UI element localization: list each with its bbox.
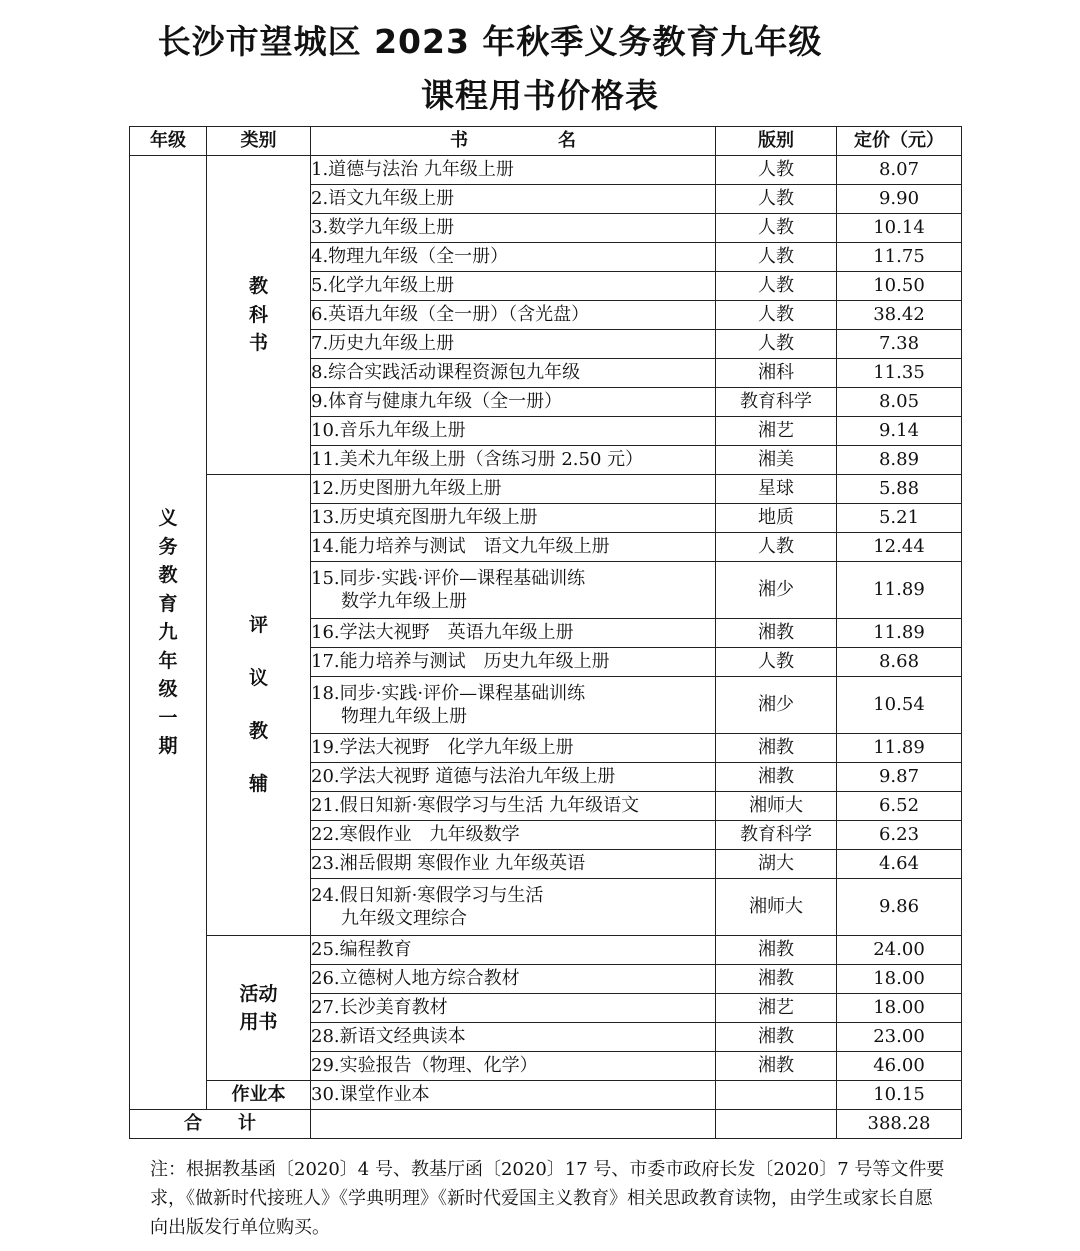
price: 4.64 [837, 850, 962, 879]
edition: 地质 [716, 504, 837, 533]
price: 11.35 [837, 359, 962, 388]
book-name-line1: 18.同步·实践·评价—课程基础训练 [311, 682, 586, 704]
book-name: 16.学法大视野 英语九年级上册 [311, 619, 716, 648]
header-edition: 版别 [716, 127, 837, 156]
price: 6.52 [837, 792, 962, 821]
book-name [311, 562, 716, 619]
edition: 星球 [716, 475, 837, 504]
price: 9.86 [837, 879, 962, 936]
category-review-label: 评议教辅 [248, 613, 268, 796]
book-name: 7.历史九年级上册 [311, 330, 716, 359]
price: 46.00 [837, 1052, 962, 1081]
book-name: 25.编程教育 [311, 936, 716, 965]
header-price: 定价（元） [837, 127, 962, 156]
price: 9.90 [837, 185, 962, 214]
price: 24.00 [837, 936, 962, 965]
edition: 湘师大 [716, 792, 837, 821]
price: 11.75 [837, 243, 962, 272]
book-name: 6.英语九年级（全一册）（含光盘） [311, 301, 716, 330]
book-name-line2: 九年级文理综合 [341, 908, 467, 929]
book-name: 5.化学九年级上册 [311, 272, 716, 301]
edition: 湘教 [716, 936, 837, 965]
edition: 湘艺 [716, 417, 837, 446]
header-book-name: 书 名 [311, 127, 716, 156]
price: 18.00 [837, 965, 962, 994]
edition: 教育科学 [716, 821, 837, 850]
edition: 人教 [716, 156, 837, 185]
header-category: 类别 [207, 127, 311, 156]
edition: 湘美 [716, 446, 837, 475]
price: 7.38 [837, 330, 962, 359]
book-name: 10.音乐九年级上册 [311, 417, 716, 446]
price: 10.50 [837, 272, 962, 301]
book-name: 19.学法大视野 化学九年级上册 [311, 734, 716, 763]
price: 23.00 [837, 1023, 962, 1052]
price: 10.14 [837, 214, 962, 243]
book-name: 3.数学九年级上册 [311, 214, 716, 243]
book-name [311, 879, 716, 936]
book-name: 26.立德树人地方综合教材 [311, 965, 716, 994]
total-value: 388.28 [837, 1110, 962, 1139]
total-row [130, 1110, 962, 1139]
price: 11.89 [837, 562, 962, 619]
edition: 人教 [716, 533, 837, 562]
book-name: 4.物理九年级（全一册） [311, 243, 716, 272]
price: 9.14 [837, 417, 962, 446]
edition: 湘教 [716, 734, 837, 763]
edition [716, 1081, 837, 1110]
price: 38.42 [837, 301, 962, 330]
edition: 湘教 [716, 763, 837, 792]
edition: 湘教 [716, 619, 837, 648]
book-name: 27.长沙美育教材 [311, 994, 716, 1023]
price: 10.54 [837, 677, 962, 734]
price-table [129, 126, 962, 1139]
book-name: 23.湘岳假期 寒假作业 九年级英语 [311, 850, 716, 879]
price: 12.44 [837, 533, 962, 562]
edition: 湘艺 [716, 994, 837, 1023]
book-name: 20.学法大视野 道德与法治九年级上册 [311, 763, 716, 792]
edition: 湘科 [716, 359, 837, 388]
edition: 人教 [716, 185, 837, 214]
edition: 湘教 [716, 965, 837, 994]
table-row [130, 475, 962, 504]
book-name-line2: 数学九年级上册 [341, 591, 467, 612]
price: 18.00 [837, 994, 962, 1023]
book-name: 9.体育与健康九年级（全一册） [311, 388, 716, 417]
footnote: 注：根据教基函〔2020〕4 号、教基厅函〔2020〕17 号、市委市政府长发〔2020〕7 号等文件要求，《做新时代接班人》《学典明理》《新时代爱国主义教育》相关思政教育读物，由学生或家长自愿向出版发行单位购买。 [150, 1159, 945, 1238]
book-name: 2.语文九年级上册 [311, 185, 716, 214]
price: 11.89 [837, 619, 962, 648]
price: 8.89 [837, 446, 962, 475]
book-name: 12.历史图册九年级上册 [311, 475, 716, 504]
edition: 人教 [716, 214, 837, 243]
page-subtitle: 课程用书价格表 [421, 76, 659, 115]
category-textbook [207, 156, 311, 475]
price: 10.15 [837, 1081, 962, 1110]
book-name: 29.实验报告（物理、化学） [311, 1052, 716, 1081]
page-title: 长沙市望城区 2023 年秋季义务教育九年级 [157, 22, 823, 61]
book-name: 13.历史填充图册九年级上册 [311, 504, 716, 533]
edition: 人教 [716, 648, 837, 677]
price: 6.23 [837, 821, 962, 850]
edition: 人教 [716, 330, 837, 359]
category-review [207, 475, 311, 936]
book-name: 22.寒假作业 九年级数学 [311, 821, 716, 850]
category-homework: 作业本 [207, 1081, 311, 1110]
table-row [130, 156, 962, 185]
category-activity-label: 活动用书 [239, 982, 278, 1033]
price: 9.87 [837, 763, 962, 792]
total-empty [716, 1110, 837, 1139]
category-activity [207, 936, 311, 1081]
edition: 湘师大 [716, 879, 837, 936]
price: 8.05 [837, 388, 962, 417]
table-row [130, 936, 962, 965]
edition: 教育科学 [716, 388, 837, 417]
table-row [130, 1081, 962, 1110]
edition: 人教 [716, 243, 837, 272]
grade-label: 义务教育九年级一期 [158, 507, 178, 758]
book-name-line2: 物理九年级上册 [341, 706, 467, 727]
edition: 湘少 [716, 562, 837, 619]
price: 8.68 [837, 648, 962, 677]
edition: 人教 [716, 272, 837, 301]
book-name [311, 677, 716, 734]
price: 5.88 [837, 475, 962, 504]
book-name: 30.课堂作业本 [311, 1081, 716, 1110]
edition: 人教 [716, 301, 837, 330]
total-label: 合 计 [130, 1110, 311, 1139]
total-empty [311, 1110, 716, 1139]
book-name: 11.美术九年级上册（含练习册 2.50 元） [311, 446, 716, 475]
book-name: 17.能力培养与测试 历史九年级上册 [311, 648, 716, 677]
grade-cell [130, 156, 207, 1110]
book-name-line1: 24.假日知新·寒假学习与生活 [311, 884, 544, 906]
price: 8.07 [837, 156, 962, 185]
price: 5.21 [837, 504, 962, 533]
edition: 湘少 [716, 677, 837, 734]
header-row [130, 127, 962, 156]
book-name: 21.假日知新·寒假学习与生活 九年级语文 [311, 792, 716, 821]
book-name: 28.新语文经典读本 [311, 1023, 716, 1052]
category-textbook-label: 教科书 [248, 275, 268, 355]
book-name: 14.能力培养与测试 语文九年级上册 [311, 533, 716, 562]
edition: 湘教 [716, 1023, 837, 1052]
book-name-line1: 15.同步·实践·评价—课程基础训练 [311, 567, 586, 589]
price: 11.89 [837, 734, 962, 763]
header-grade: 年级 [130, 127, 207, 156]
edition: 湖大 [716, 850, 837, 879]
book-name: 1.道德与法治 九年级上册 [311, 156, 716, 185]
edition: 湘教 [716, 1052, 837, 1081]
book-name: 8.综合实践活动课程资源包九年级 [311, 359, 716, 388]
